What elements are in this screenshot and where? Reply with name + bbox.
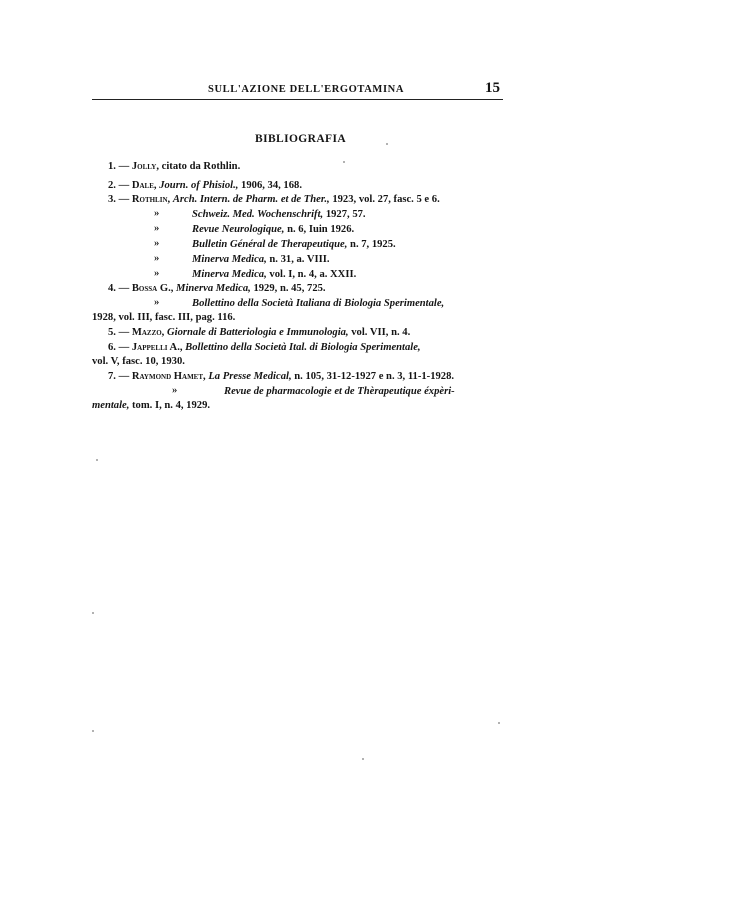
entry-source: Bollettino della Società Italiana di Biologia Sperimentale, <box>192 298 445 309</box>
entry-number: 4. — <box>108 283 130 294</box>
entry-text: n. 7, 1925. <box>350 239 396 250</box>
ditto-mark: » <box>154 268 160 279</box>
ditto-mark: » <box>154 223 160 234</box>
entry-text: citato da Rothlin. <box>161 161 241 172</box>
entry-text: n. 6, Iuin 1926. <box>287 224 355 235</box>
bib-entry-5 <box>108 326 410 339</box>
entry-source: Minerva Medica, <box>192 254 267 265</box>
entry-source: Bulletin Général de Therapeutique, <box>192 239 348 250</box>
section-title: BIBLIOGRAFIA <box>255 133 347 145</box>
bib-entry-3-cont <box>192 253 330 266</box>
bib-entry-3-cont <box>192 208 366 221</box>
entry-text: 1923, vol. 27, fasc. 5 e 6. <box>332 194 440 205</box>
entry-text: 1929, n. 45, 725. <box>253 283 326 294</box>
entry-number: 3. — <box>108 194 130 205</box>
entry-author: Dale, <box>131 180 157 191</box>
bib-entry-6 <box>108 341 421 354</box>
running-head <box>92 80 502 100</box>
bib-entry-3-cont <box>192 223 354 236</box>
entry-author: Bossa G., <box>131 283 174 294</box>
entry-source: mentale, <box>92 400 130 411</box>
entry-source: Schweiz. Med. Wochenschrift, <box>192 209 324 220</box>
entry-text: 1906, 34, 168. <box>241 180 302 191</box>
scan-speck <box>92 612 94 614</box>
entry-source: Arch. Intern. de Pharm. et de Ther., <box>172 194 330 205</box>
entry-text: 1927, 57. <box>325 209 366 220</box>
bib-entry-7-cont <box>92 399 210 412</box>
entry-source: Minerva Medica, <box>176 283 251 294</box>
bib-entry-4-cont <box>192 297 444 310</box>
ditto-mark: » <box>172 385 178 396</box>
entry-text: vol. VII, n. 4. <box>351 327 411 338</box>
entry-source: La Presse Medical, <box>208 371 292 382</box>
entry-text: n. 31, a. VIII. <box>269 254 330 265</box>
entry-text: vol. V, fasc. 10, 1930. <box>92 356 185 367</box>
entry-source: Bollettino della Società Ital. di Biologia Sperimentale, <box>185 342 421 353</box>
scan-speck <box>92 730 94 732</box>
scan-speck <box>362 758 364 760</box>
entry-source: Revue de pharmacologie et de Thèrapeutique éxpèri- <box>224 386 455 397</box>
bib-entry-1 <box>108 160 240 173</box>
page-number: 15 <box>485 80 500 96</box>
entry-number: 1. — <box>108 161 130 172</box>
bib-entry-3 <box>108 193 440 206</box>
bib-entry-4 <box>108 282 326 295</box>
entry-author: Mazzo, <box>131 327 165 338</box>
entry-source: Giornale di Batteriologia e Immunologia, <box>167 327 349 338</box>
entry-author: Jappelli A., <box>131 342 183 353</box>
bib-entry-2 <box>108 179 302 192</box>
entry-author: Raymond Hamet, <box>131 371 206 382</box>
entry-number: 7. — <box>108 371 130 382</box>
entry-source: Minerva Medica, <box>192 269 267 280</box>
entry-source: Revue Neurologique, <box>192 224 285 235</box>
ditto-mark: » <box>154 208 160 219</box>
ditto-mark: » <box>154 238 160 249</box>
bib-entry-7 <box>108 370 454 383</box>
bib-entry-7-cont <box>224 385 455 398</box>
entry-number: 5. — <box>108 327 130 338</box>
entry-number: 2. — <box>108 180 130 191</box>
entry-author: Rothlin, <box>131 194 171 205</box>
entry-text: tom. I, n. 4, 1929. <box>132 400 211 411</box>
scan-speck <box>386 143 388 145</box>
bib-entry-6-cont <box>92 355 185 368</box>
bib-entry-4-cont <box>92 311 235 324</box>
scan-speck <box>96 459 98 461</box>
scan-speck <box>498 722 500 724</box>
bib-entry-3-cont <box>192 238 396 251</box>
scan-speck <box>343 161 345 163</box>
entry-text: n. 105, 31-12-1927 e n. 3, 11-1-1928. <box>294 371 455 382</box>
entry-source: Journ. of Phisiol., <box>159 180 239 191</box>
entry-number: 6. — <box>108 342 130 353</box>
entry-text: vol. I, n. 4, a. XXII. <box>269 269 357 280</box>
running-title: SULL'AZIONE DELL'ERGOTAMINA <box>208 84 404 95</box>
entry-author: Jolly, <box>131 161 159 172</box>
ditto-mark: » <box>154 297 160 308</box>
ditto-mark: » <box>154 253 160 264</box>
entry-text: 1928, vol. III, fasc. III, pag. 116. <box>92 312 236 323</box>
header-rule <box>92 99 503 100</box>
bib-entry-3-cont <box>192 268 356 281</box>
